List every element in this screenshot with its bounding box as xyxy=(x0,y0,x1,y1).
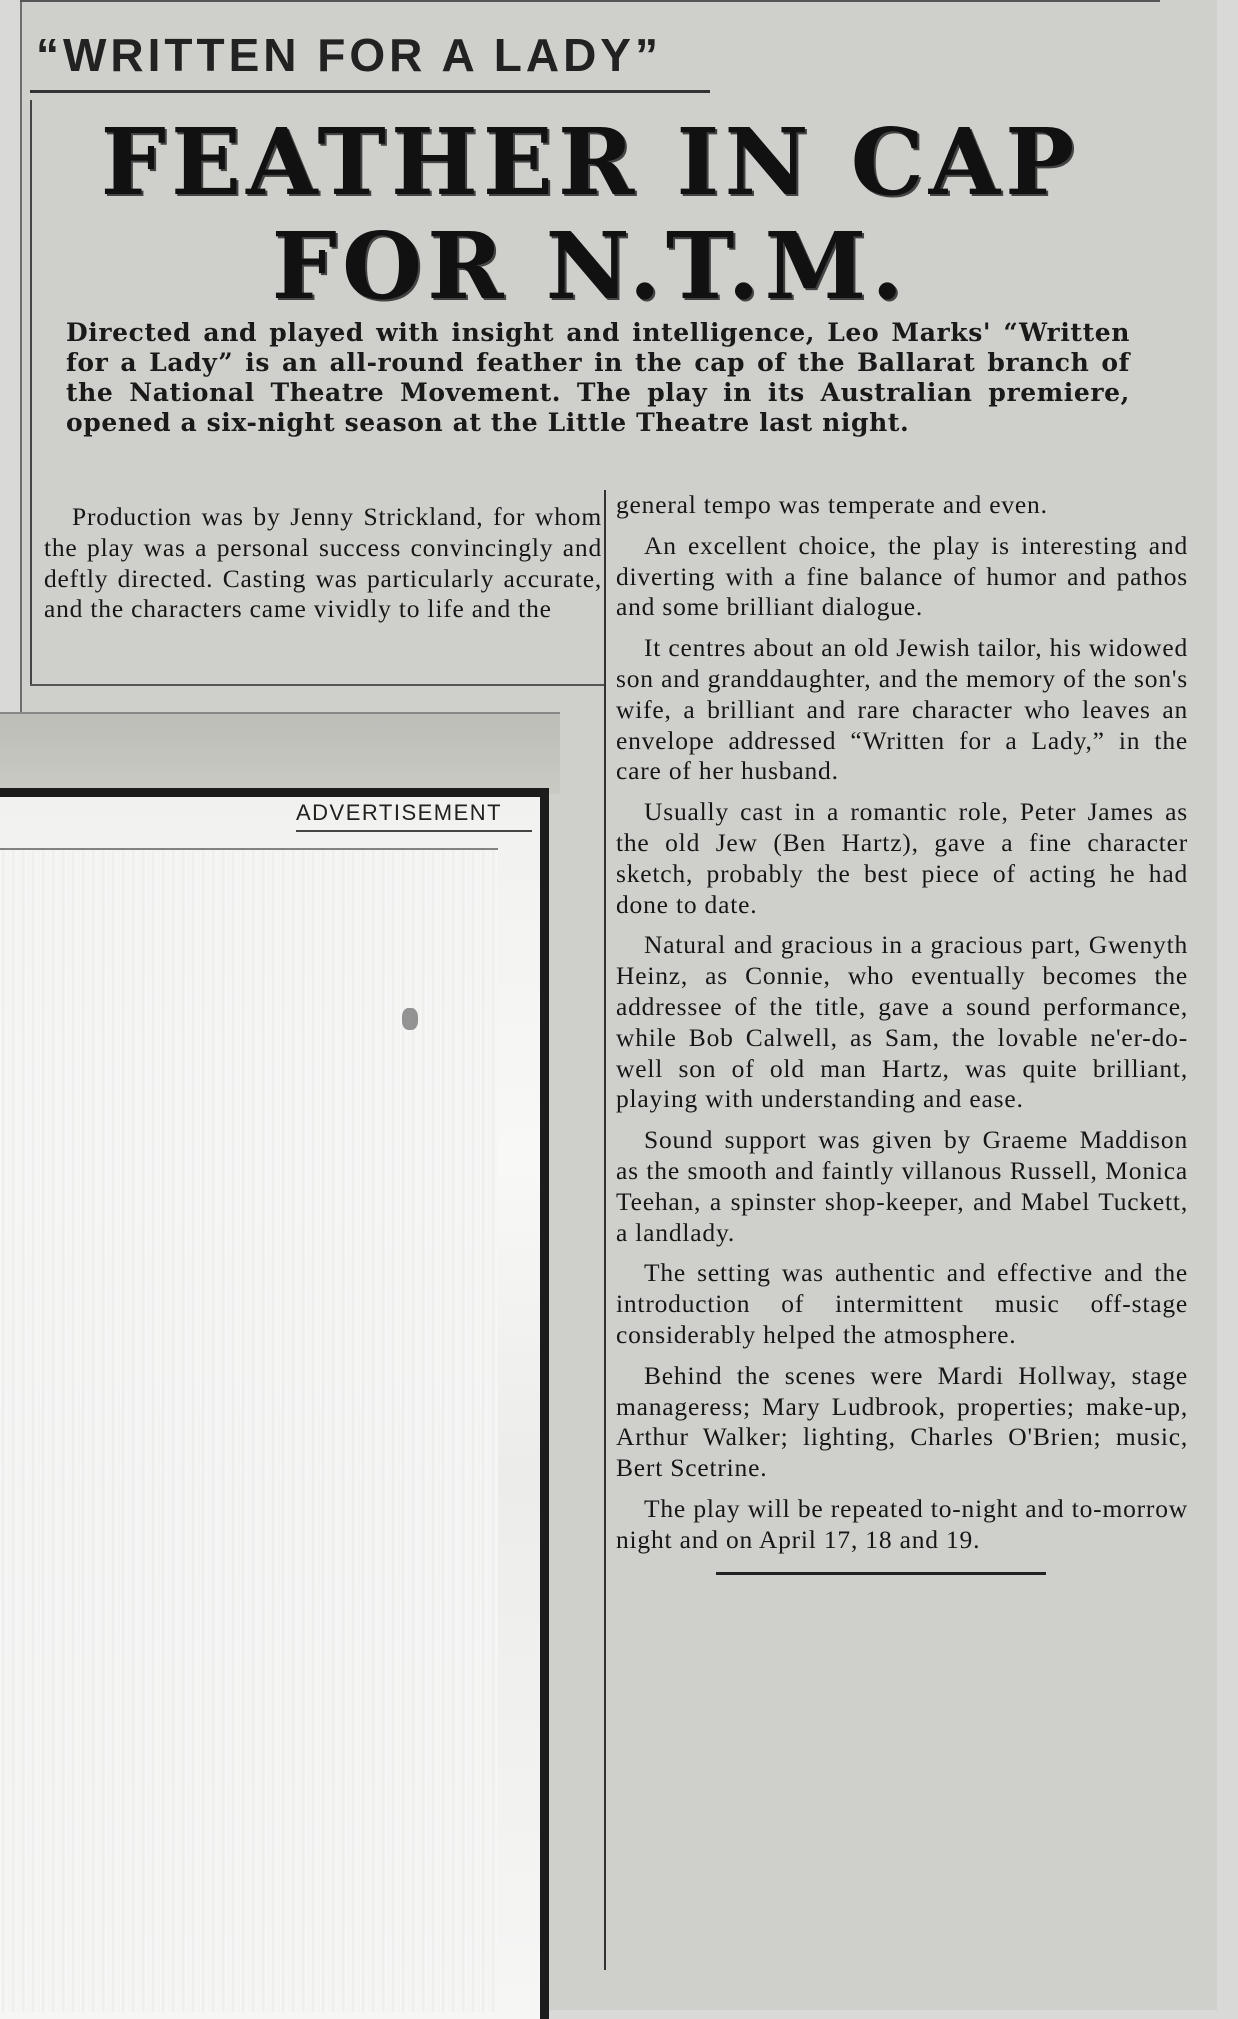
paragraph: Production was by Jenny Strickland, for whom the play was a personal success convincingly and deftly directed. Casting was particularly accurate, and the characters came vividly to life and the xyxy=(44,502,602,624)
paragraph: The setting was authentic and effective and the introduction of intermittent music off-stage considerably helped the atmosphere. xyxy=(616,1258,1188,1349)
paragraph: Usually cast in a romantic role, Peter James as the old Jew (Ben Hartz), gave a fine character sketch, probably the best piece of acting he had done to date. xyxy=(616,797,1188,919)
paragraph: It centres about an old Jewish tailor, his widowed son and granddaughter, and the memory of the son's wife, a brilliant and rare character who leaves an envelope addressed “Written for a Lady,” in the care of her husband. xyxy=(616,633,1188,786)
advertisement-label-rule xyxy=(296,830,532,832)
article-kicker: “WRITTEN FOR A LADY” xyxy=(36,29,662,81)
top-rule xyxy=(20,0,1160,8)
left-column xyxy=(44,502,602,625)
advertisement-image xyxy=(0,848,498,2012)
article-end-rule xyxy=(716,1572,1046,1575)
headline-line-1: FEATHER IN CAP xyxy=(100,108,1080,216)
right-column xyxy=(616,490,1188,1575)
ink-blot xyxy=(402,1008,418,1030)
paragraph: Behind the scenes were Mardi Hollway, stage manageress; Mary Ludbrook, properties; make-up, Arthur Walker; lighting, Charles O'Brien; music, Bert Scetrine. xyxy=(616,1360,1188,1483)
paragraph: Natural and gracious in a gracious part, Gwenyth Heinz, as Connie, who eventually becomes the addressee of the title, gave a sound performance, while Bob Calwell, as Sam, the lovable ne'er-do-well son of old man Hartz, was quite brilliant, playing with understanding and ease. xyxy=(616,930,1188,1114)
column-end-rule xyxy=(30,684,604,686)
paragraph: general tempo was temperate and even. xyxy=(616,490,1048,519)
torn-paper-edge xyxy=(0,712,560,794)
article-headline xyxy=(40,110,1140,318)
advertisement-label: ADVERTISEMENT xyxy=(296,800,503,825)
paragraph: Sound support was given by Graeme Maddison as the smooth and faintly villanous Russell, Monica Teehan, a spinster shop-keeper, and Mabel Tuckett, a landlady. xyxy=(616,1125,1188,1247)
headline-line-2: FOR N.T.M. xyxy=(271,212,909,320)
paragraph: The play will be repeated to-night and to-morrow night and on April 17, 18 and 19. xyxy=(616,1493,1188,1554)
paragraph: An excellent choice, the play is interesting and diverting with a fine balance of humor and pathos and some brilliant dialogue. xyxy=(616,530,1188,622)
column-divider xyxy=(604,490,606,1970)
kicker-rule xyxy=(30,90,710,93)
article-intro: Directed and played with insight and intelligence, Leo Marks' “Written for a Lady” is an all-round feather in the cap of the Ballarat branch of the National Theatre Movement. The play in its Australian premiere, opened a six-night season at the Little Theatre last night. xyxy=(66,318,1130,437)
left-border-rule xyxy=(30,100,32,684)
